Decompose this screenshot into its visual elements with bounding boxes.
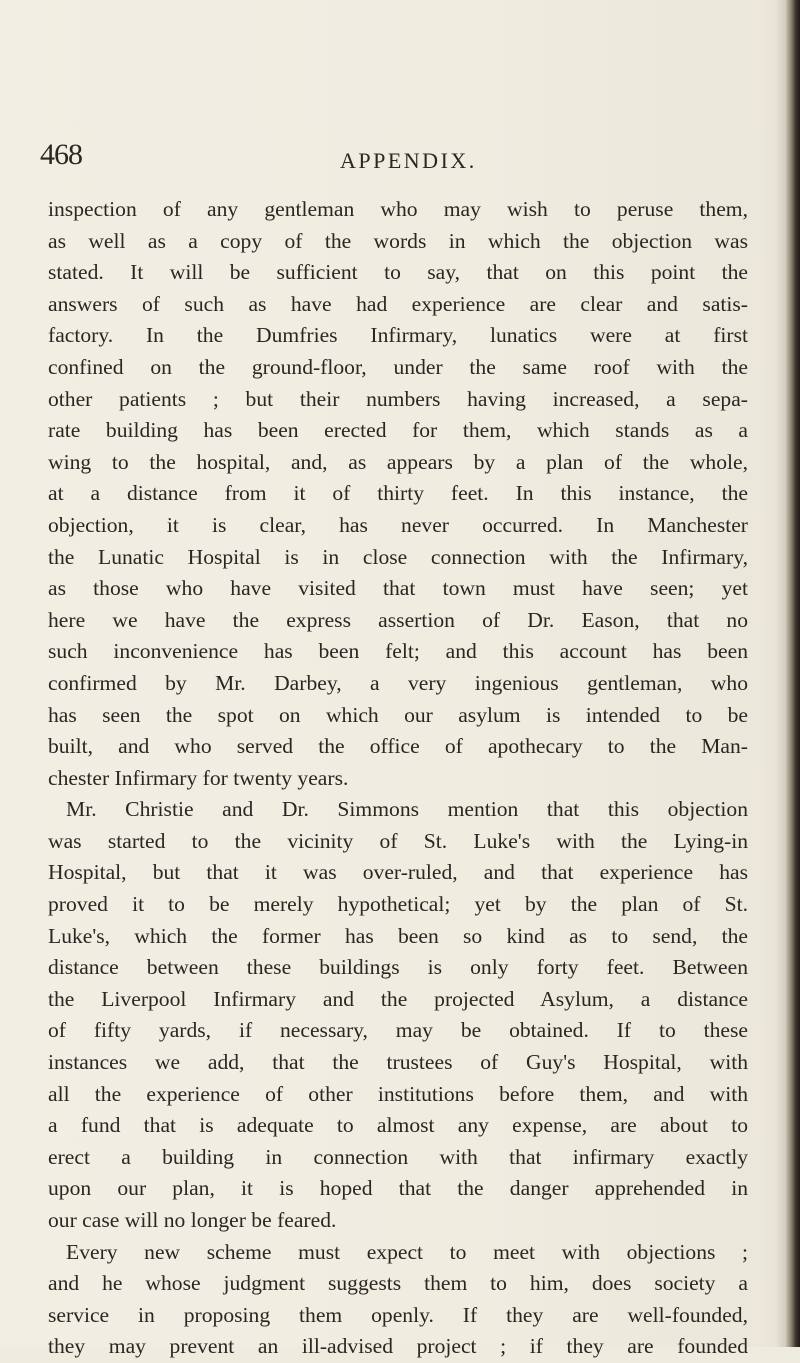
text-line: answers of such as have had experience are clear and satis- (48, 291, 748, 316)
text-line: as those who have visited that town must have seen; yet (48, 576, 748, 601)
text-line: erect a building in connection with that infirmary exactly (48, 1144, 748, 1169)
text-line: Hospital, but that it was over-ruled, and that experience has (48, 860, 748, 885)
page-number: 468 (40, 138, 82, 171)
binding-edge (786, 0, 800, 1347)
text-line-paragraph-start: Every new scheme must expect to meet with objections ; (66, 1239, 748, 1264)
text-line: here we have the express assertion of Dr. Eason, that no (48, 607, 748, 632)
text-line: a fund that is adequate to almost any expense, are about to (48, 1113, 748, 1138)
text-line: at a distance from it of thirty feet. In this instance, the (48, 481, 748, 506)
text-line: has seen the spot on which our asylum is intended to be (48, 702, 748, 727)
text-line: instances we add, that the trustees of Guy's Hospital, with (48, 1050, 748, 1075)
text-line: Luke's, which the former has been so kind as to send, the (48, 923, 748, 948)
text-line: objection, it is clear, has never occurred. In Manchester (48, 512, 748, 537)
text-line: upon our plan, it is hoped that the danger apprehended in (48, 1176, 748, 1201)
text-line: service in proposing them openly. If they are well-founded, (48, 1302, 748, 1327)
text-line: factory. In the Dumfries Infirmary, lunatics were at first (48, 323, 748, 348)
text-line: rate building has been erected for them, which stands as a (48, 418, 748, 443)
text-line: proved it to be merely hypothetical; yet by the plan of St. (48, 892, 748, 917)
running-head: APPENDIX. (340, 148, 477, 173)
text-line: stated. It will be sufficient to say, that on this point the (48, 260, 748, 285)
text-line: as well as a copy of the words in which the objection was (48, 228, 748, 253)
text-line: all the experience of other institutions before them, and with (48, 1081, 748, 1106)
text-line: confirmed by Mr. Darbey, a very ingenious gentleman, who (48, 670, 748, 695)
text-line: the Liverpool Infirmary and the projected Asylum, a distance (48, 986, 748, 1011)
text-line: built, and who served the office of apothecary to the Man- (48, 734, 748, 759)
text-line: of fifty yards, if necessary, may be obtained. If to these (48, 1018, 748, 1043)
body-text (48, 194, 748, 1363)
text-line: the Lunatic Hospital is in close connection with the Infirmary, (48, 544, 748, 569)
text-line-paragraph-end: chester Infirmary for twenty years. (48, 765, 349, 790)
text-line-paragraph-end: our case will no longer be feared. (48, 1208, 337, 1232)
text-line: they may prevent an ill-advised project ; if they are founded (48, 1334, 748, 1359)
text-line: inspection of any gentleman who may wish to peruse them, (48, 197, 748, 221)
text-line: other patients ; but their numbers having increased, a sepa- (48, 386, 748, 411)
text-line: and he whose judgment suggests them to him, does society a (48, 1271, 748, 1296)
binding-shadow (776, 0, 786, 1347)
text-line: such inconvenience has been felt; and this account has been (48, 639, 748, 664)
text-line: confined on the ground-floor, under the same roof with the (48, 354, 748, 379)
text-line: wing to the hospital, and, as appears by a plan of the whole, (48, 449, 748, 474)
text-line-paragraph-start: Mr. Christie and Dr. Simmons mention that this objection (66, 797, 748, 822)
text-line: was started to the vicinity of St. Luke's with the Lying-in (48, 828, 748, 853)
page-header (40, 138, 760, 178)
text-line: distance between these buildings is only forty feet. Between (48, 955, 748, 980)
